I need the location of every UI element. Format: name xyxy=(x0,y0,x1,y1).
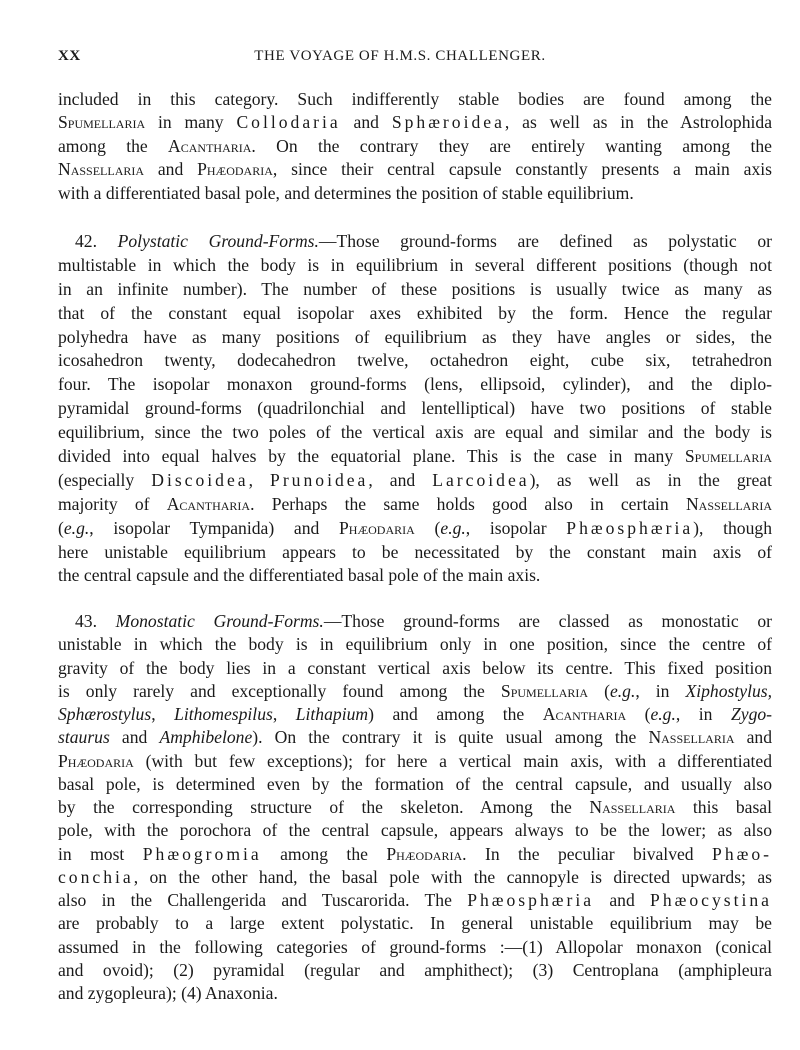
text-run: with a differentiated basal pole, and determines the position of stable equilibrium. xyxy=(58,182,634,203)
text-line xyxy=(58,796,772,819)
spaced-taxon: Prunoidea xyxy=(270,469,369,490)
text-line xyxy=(58,564,772,588)
paragraph-42-polystatic xyxy=(58,230,772,588)
text-run: , isopolar Tympanida) and xyxy=(89,517,340,538)
text-line xyxy=(58,773,772,796)
text-run: pyramidal ground-forms (quadrilonchial and lentelliptical) have two positions of stable xyxy=(58,398,772,419)
text-run: , xyxy=(272,704,296,724)
spaced-taxon: Larcoidea xyxy=(432,469,530,490)
italic-text: e.g. xyxy=(440,517,466,538)
text-run: —Those ground-forms are classed as monostatic or xyxy=(323,611,773,631)
text-run: ), as well as in the great xyxy=(529,469,772,490)
italic-text: Polystatic Ground-Forms. xyxy=(117,231,319,251)
text-run: basal pole, is determined even by the formation of the central capsule, and usually also xyxy=(58,773,772,794)
text-run: . Perhaps the same holds good also in certain xyxy=(250,493,686,514)
text-line xyxy=(58,936,772,959)
small-caps-taxon: Spumellaria xyxy=(500,680,589,701)
text-run: in an infinite number). The number of these positions is usually twice as many as xyxy=(58,278,772,299)
text-line xyxy=(58,302,772,326)
text-run: , in xyxy=(675,704,731,724)
italic-text: Lithapium xyxy=(295,704,369,724)
text-run: , in xyxy=(635,680,686,701)
italic-text: Zygo- xyxy=(730,704,773,724)
italic-text: e.g. xyxy=(609,680,636,701)
text-run: is only rarely and exceptionally found among the xyxy=(58,680,501,701)
text-run: ( xyxy=(58,517,64,538)
text-run: and zygopleura); (4) Anaxonia. xyxy=(58,983,278,1003)
text-line xyxy=(58,750,772,773)
small-caps-taxon: Phæodaria xyxy=(339,517,415,538)
italic-text: Lithomespilus xyxy=(174,704,273,724)
text-line xyxy=(58,541,772,565)
small-caps-taxon: Acantharia xyxy=(166,493,251,514)
text-run: ). On the contrary it is quite usual among the xyxy=(252,727,649,748)
text-line xyxy=(58,889,772,912)
text-run: , as well as in the Astrolophida xyxy=(504,112,773,133)
text-run: ( xyxy=(626,704,651,724)
page-number: XX xyxy=(58,48,81,64)
spaced-taxon: Phæosphæria xyxy=(467,890,595,910)
text-line xyxy=(58,657,772,680)
text-run: and xyxy=(109,727,160,748)
small-caps-taxon: Spumellaria xyxy=(58,112,146,133)
text-run: and ovoid); (2) pyramidal (regular and amphithect); (3) Centroplana (amphipleura xyxy=(58,959,772,980)
text-run: four. The isopolar monaxon ground-forms (lens, ellipsoid, cylinder), and the diplo- xyxy=(58,374,772,395)
small-caps-taxon: Nassellaria xyxy=(685,493,772,514)
italic-text: e.g. xyxy=(63,517,90,538)
italic-text: Monostatic Ground-Forms. xyxy=(115,611,324,631)
text-run: in most xyxy=(58,843,143,864)
text-line xyxy=(58,633,772,656)
text-line xyxy=(58,254,772,278)
italic-text: Sphærostylus xyxy=(58,704,152,724)
text-run: ( xyxy=(588,680,610,701)
text-run: here unistable equilibrium appears to be necessitated by the constant main axis of xyxy=(58,541,772,562)
text-run: and xyxy=(594,890,651,910)
text-run: icosahedron twenty, dodecahedron twelve, octahedron eight, cube six, tetrahedron xyxy=(58,350,772,371)
small-caps-taxon: Nassellaria xyxy=(589,797,676,817)
text-run: and xyxy=(340,112,392,133)
text-run: , xyxy=(151,704,175,724)
text-run: this basal xyxy=(675,797,772,817)
text-run: the central capsule and the differentiated basal pole of the main axis. xyxy=(58,565,541,586)
text-run: . On the contrary they are entirely wanting among the xyxy=(251,135,772,156)
small-caps-taxon: Phæodaria xyxy=(58,750,134,771)
text-run: , xyxy=(248,469,271,490)
text-line xyxy=(58,493,772,517)
italic-text: staurus xyxy=(58,727,110,748)
text-line xyxy=(58,135,772,158)
italic-text: Xiphostylus, xyxy=(685,680,772,701)
text-line xyxy=(58,421,772,445)
text-line xyxy=(58,373,772,397)
text-line xyxy=(58,726,772,749)
spaced-taxon: Phæo- xyxy=(712,843,773,864)
text-run: , isopolar xyxy=(465,517,567,538)
text-run: in many xyxy=(145,112,237,133)
small-caps-taxon: Phæodaria xyxy=(386,843,463,864)
small-caps-taxon: Phæodaria xyxy=(197,159,273,180)
text-run: among the xyxy=(261,843,387,864)
text-line xyxy=(58,959,772,982)
text-run: , on the other hand, the basal pole with the cannopyle is directed upwards; as xyxy=(133,866,772,887)
text-run: and xyxy=(734,727,772,748)
text-run: ( xyxy=(414,517,441,538)
text-line xyxy=(58,88,772,111)
spaced-taxon: Phæosphæria xyxy=(566,517,694,538)
text-line xyxy=(58,230,772,254)
text-line xyxy=(58,843,772,866)
text-line xyxy=(58,819,772,842)
running-title: THE VOYAGE OF H.M.S. CHALLENGER. xyxy=(254,48,546,64)
text-run: ), though xyxy=(693,517,772,538)
text-run: (with but few exceptions); for here a vertical main axis, with a differentiated xyxy=(133,750,772,771)
text-run: among the xyxy=(58,135,169,156)
text-run: —Those ground-forms are defined as polystatic or xyxy=(318,231,772,251)
text-line xyxy=(58,445,772,469)
small-caps-taxon: Nassellaria xyxy=(648,727,735,748)
spaced-taxon: Phæogromia xyxy=(142,843,262,864)
text-run: 43. xyxy=(75,611,116,631)
text-line xyxy=(58,397,772,421)
text-line xyxy=(58,703,772,726)
spaced-taxon: Discoidea xyxy=(151,469,249,490)
italic-text: Amphibelone xyxy=(159,727,253,748)
spaced-taxon: conchia xyxy=(58,866,134,887)
small-caps-taxon: Acantharia xyxy=(542,704,627,724)
text-line xyxy=(58,982,772,1005)
text-line xyxy=(58,866,772,889)
text-run: assumed in the following categories of ground-forms :—(1) Allopolar monaxon (conical xyxy=(58,936,772,957)
text-run: equilibrium, since the two poles of the vertical axis are equal and similar and the body is xyxy=(58,422,772,443)
text-run: 42. xyxy=(75,231,118,251)
text-line xyxy=(58,912,772,935)
small-caps-taxon: Nassellaria xyxy=(58,159,145,180)
text-line xyxy=(58,610,772,633)
text-line xyxy=(58,517,772,541)
text-run: majority of xyxy=(58,493,167,514)
text-run: pole, with the porochora of the central capsule, appears always to be the lower; as also xyxy=(58,820,772,841)
text-run: , and xyxy=(368,469,433,490)
text-run: (especially xyxy=(58,469,152,490)
text-line xyxy=(58,158,772,181)
small-caps-taxon: Acantharia xyxy=(168,135,252,156)
text-run: polyhedra have as many positions of equilibrium as they have angles or sides, the xyxy=(58,326,772,347)
text-run: , since their central capsule constantly presents a main axis xyxy=(272,159,772,180)
text-run: that of the constant equal isopolar axes exhibited by the form. Hence the regular xyxy=(58,302,772,323)
spaced-taxon: Sphæroidea xyxy=(391,112,505,133)
paragraph-continuation xyxy=(58,88,772,205)
text-line xyxy=(58,278,772,302)
text-line xyxy=(58,326,772,350)
italic-text: e.g. xyxy=(650,704,676,724)
spaced-taxon: Phæocystina xyxy=(650,890,772,910)
text-run: unistable in which the body is in equilibrium only in one position, since the centre of xyxy=(58,634,772,655)
text-line xyxy=(58,680,772,703)
text-run: included in this category. Such indifferently stable bodies are found among the xyxy=(58,89,772,109)
text-line xyxy=(58,349,772,373)
text-run: and xyxy=(144,159,198,180)
text-run: ) and among the xyxy=(368,704,543,724)
text-line xyxy=(58,111,772,134)
text-line xyxy=(58,469,772,493)
paragraph-43-monostatic xyxy=(58,610,772,1005)
text-run: gravity of the body lies in a constant vertical axis below its centre. This fixed position xyxy=(58,657,772,678)
text-line xyxy=(58,182,772,205)
text-run: . In the peculiar bivalved xyxy=(462,843,713,864)
text-run: multistable in which the body is in equilibrium in several different positions (though not xyxy=(58,254,772,275)
text-run: divided into equal halves by the equatorial plane. This is the case in many xyxy=(58,446,685,467)
text-run: are probably to a large extent polystatic. In general unistable equilibrium may be xyxy=(58,913,772,934)
spaced-taxon: Collodaria xyxy=(236,112,341,133)
small-caps-taxon: Spumellaria xyxy=(684,446,772,467)
text-run: also in the Challengerida and Tuscarorida. The xyxy=(58,890,468,910)
text-run: by the corresponding structure of the skeleton. Among the xyxy=(58,797,590,817)
